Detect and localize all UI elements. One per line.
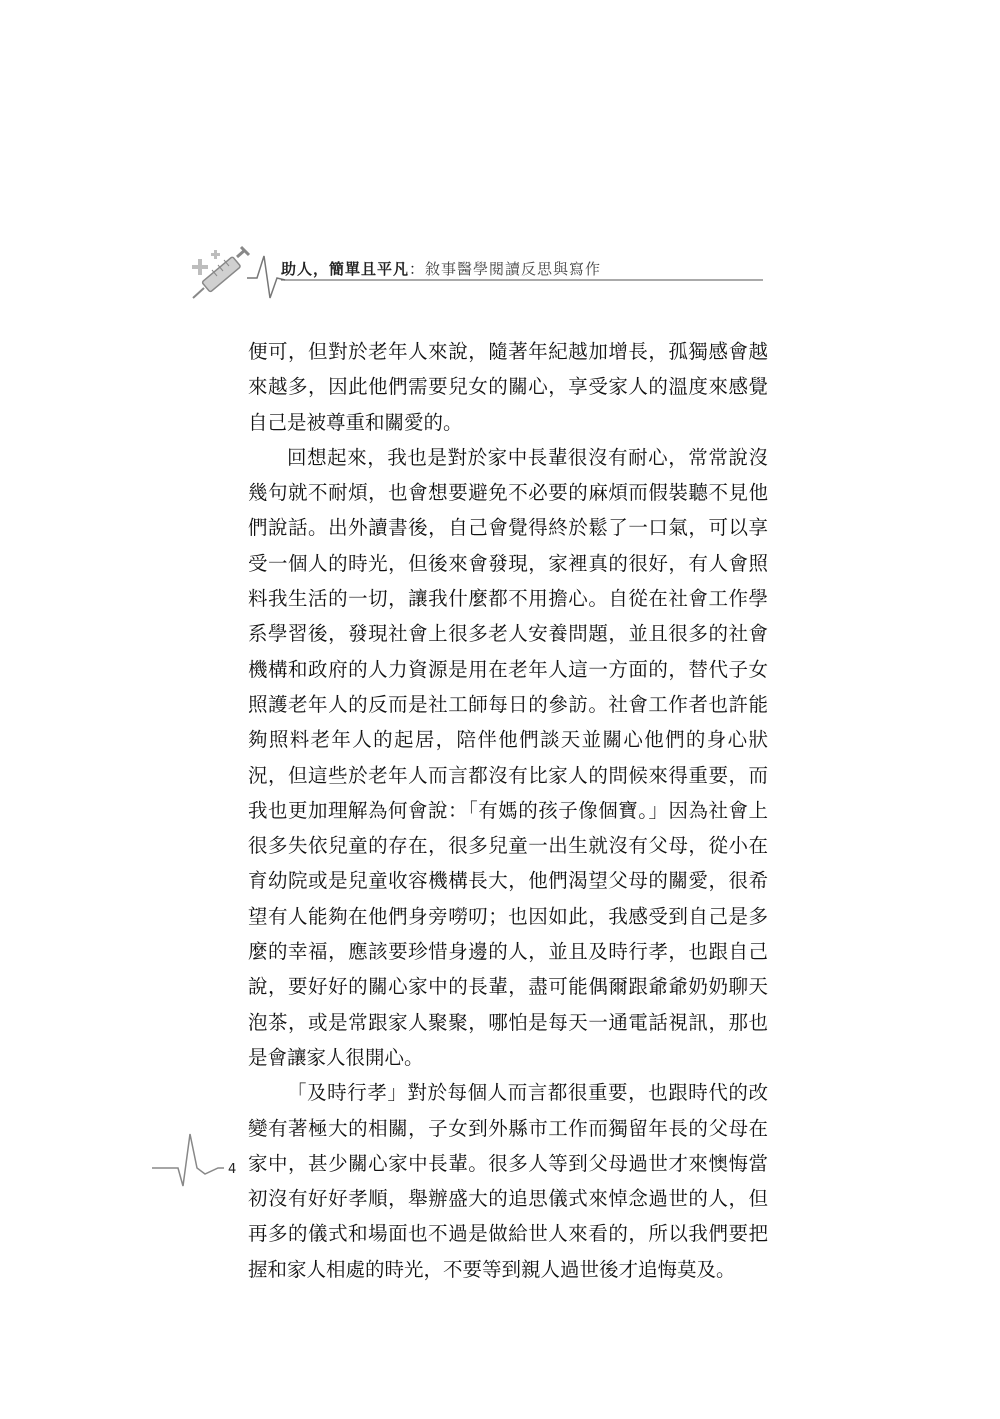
book-title-subtitle: 敘事醫學閱讀反思與寫作 — [425, 260, 602, 278]
paragraph-2: 回想起來，我也是對於家中長輩很沒有耐心，常常說沒幾句就不耐煩，也會想要避免不必要的麻煩而假裝聽不見他們說話。出外讀書後，自己會覺得終於鬆了一口氣，可以享受一個人的時光，但後來會發現，家裡真的很好，有人會照料我生活的一切，讓我什麼都不用擔心。自從在社會工作學系學習後，發現社會上很多老人安養問題，並且很多的社會機構和政府的人力資源是用在老年人這一方面的，替代子女照護老年人的反而是社工師每日的參訪。社會工作者也許能夠照料老年人的起居，陪伴他們談天並關心他們的身心狀況，但這些於老年人而言都沒有比家人的問候來得重要，而我也更加理解為何會說：「有媽的孩子像個寶。」因為社會上很多失依兒童的存在，很多兒童一出生就沒有父母，從小在育幼院或是兒童收容機構長大，他們渴望父母的關愛，很希望有人能夠在他們身旁嘮叨；也因如此，我感受到自己是多麼的幸福，應該要珍惜身邊的人，並且及時行孝，也跟自己說，要好好的關心家中的長輩，盡可能偶爾跟爺爺奶奶聊天泡茶，或是常跟家人聚聚，哪怕是每天一通電話視訊，那也是會讓家人很開心。 — [248, 445, 768, 1069]
running-header — [185, 240, 775, 310]
heartbeat-line-icon — [150, 1130, 270, 1200]
book-title-separator: ： — [409, 260, 426, 278]
page-footer — [150, 1130, 270, 1200]
book-title-main: 助人，簡單且平凡 — [281, 260, 410, 278]
paragraph-3: 「及時行孝」對於每個人而言都很重要，也跟時代的改變有著極大的相關，子女到外縣市工作而獨留年長的父母在家中，甚少關心家中長輩。很多人等到父母過世才來懊悔當初沒有好好孝順，舉辦盛大的追思儀式來悼念過世的人，但再多的儀式和場面也不過是做給世人來看的，所以我們要把握和家人相處的時光，不要等到親人過世後才追悔莫及。 — [248, 1081, 768, 1281]
book-title — [281, 258, 601, 279]
paragraph-1: 便可，但對於老年人來說，隨著年紀越加增長，孤獨感會越來越多，因此他們需要兒女的關心，享受家人的溫度來感覺自己是被尊重和關愛的。 — [248, 340, 768, 434]
body-text — [248, 334, 768, 1287]
page-number: 4 — [228, 1162, 237, 1177]
